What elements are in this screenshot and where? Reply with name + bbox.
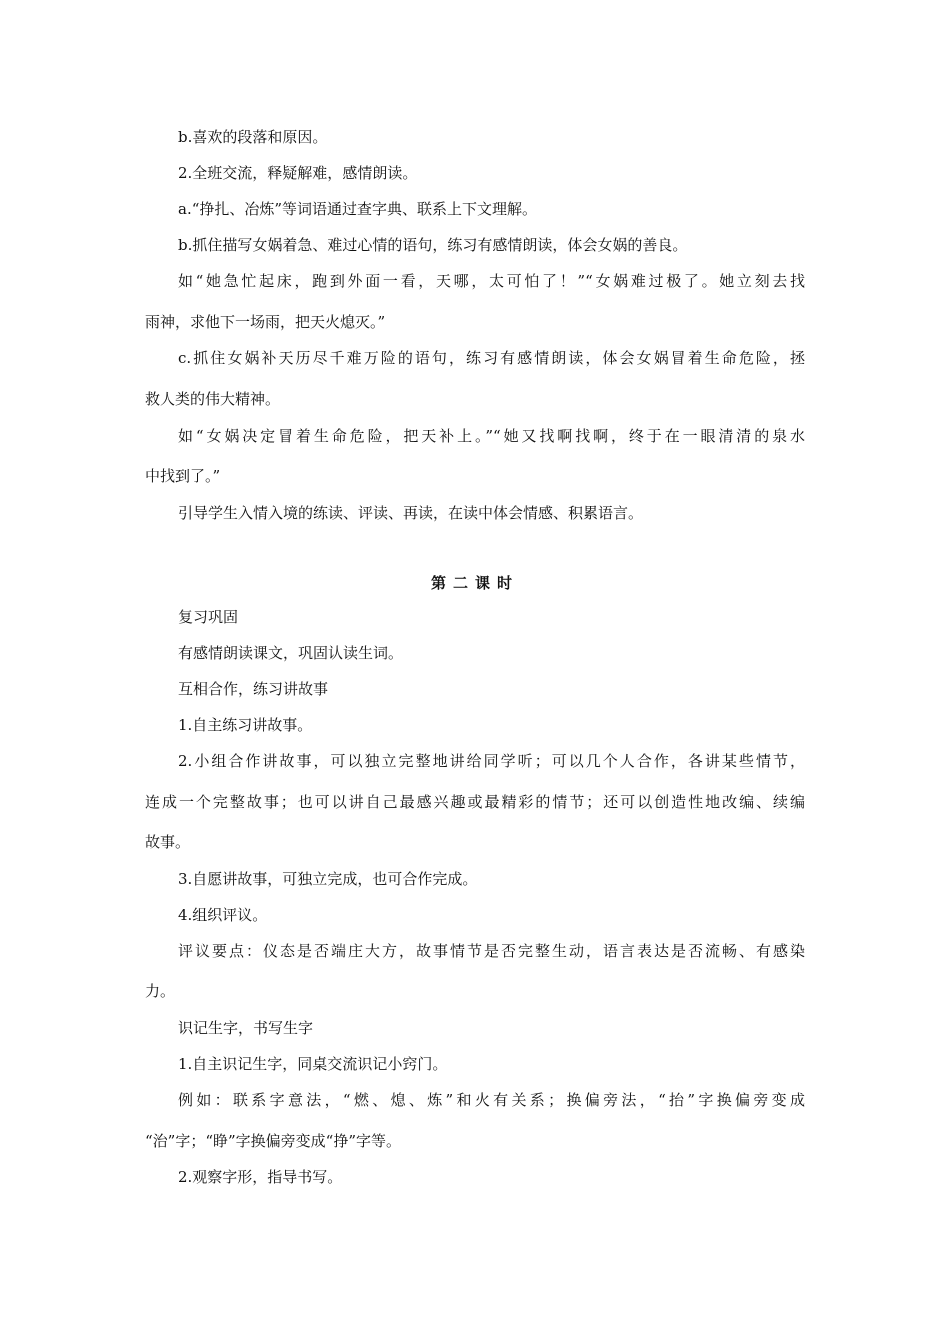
paragraph-line: 4.组织评议。 — [178, 906, 268, 924]
paragraph-line: 如“女娲决定冒着生命危险，把天补上。”“她又找啊找啊，终于在一眼清清的泉水 — [178, 427, 805, 445]
paragraph-line: 故事。 — [145, 833, 191, 851]
paragraph-line: 2.全班交流，释疑解难，感情朗读。 — [178, 164, 418, 182]
paragraph-line: “治”字；“睁”字换偏旁变成“挣”字等。 — [145, 1132, 402, 1150]
paragraph-line: 1.自主识记生字，同桌交流识记小窍门。 — [178, 1055, 448, 1073]
paragraph-line: 2.小组合作讲故事，可以独立完整地讲给同学听；可以几个人合作，各讲某些情节， — [178, 752, 805, 770]
paragraph-line: b.抓住描写女娲着急、难过心情的语句，练习有感情朗读，体会女娲的善良。 — [178, 236, 688, 254]
paragraph-line: 3.自愿讲故事，可独立完成，也可合作完成。 — [178, 870, 478, 888]
paragraph-line: 评议要点：仪态是否端庄大方，故事情节是否完整生动，语言表达是否流畅、有感染 — [178, 942, 805, 960]
paragraph-line: 中找到了。” — [145, 467, 221, 485]
paragraph-line: 力。 — [145, 982, 176, 1000]
paragraph-line: 雨神，求他下一场雨，把天火熄灭。” — [145, 313, 386, 331]
paragraph-line: 有感情朗读课文，巩固认读生词。 — [178, 644, 404, 662]
paragraph-line: 互相合作，练习讲故事 — [178, 680, 329, 698]
paragraph-line: 2.观察字形，指导书写。 — [178, 1168, 343, 1186]
paragraph-line: c.抓住女娲补天历尽千难万险的语句，练习有感情朗读，体会女娲冒着生命危险，拯 — [178, 349, 805, 367]
section-heading: 第二课时 — [430, 574, 519, 592]
paragraph-line: 复习巩固 — [178, 608, 239, 626]
paragraph-line: 1.自主练习讲故事。 — [178, 716, 313, 734]
paragraph-line: 救人类的伟大精神。 — [145, 390, 281, 408]
paragraph-line: 连成一个完整故事；也可以讲自己最感兴趣或最精彩的情节；还可以创造性地改编、续编 — [145, 793, 805, 811]
paragraph-line: 例如：联系字意法，“燃、熄、炼”和火有关系；换偏旁法，“抬”字换偏旁变成 — [178, 1091, 805, 1109]
paragraph-line: 识记生字，书写生字 — [178, 1019, 314, 1037]
paragraph-line: b.喜欢的段落和原因。 — [178, 128, 328, 146]
paragraph-line: 引导学生入情入境的练读、评读、再读，在读中体会情感、积累语言。 — [178, 504, 644, 522]
paragraph-line: 如“她急忙起床，跑到外面一看，天哪，太可怕了！”“女娲难过极了。她立刻去找 — [178, 272, 805, 290]
paragraph-line: a.“挣扎、冶炼”等词语通过查字典、联系上下文理解。 — [178, 200, 538, 218]
